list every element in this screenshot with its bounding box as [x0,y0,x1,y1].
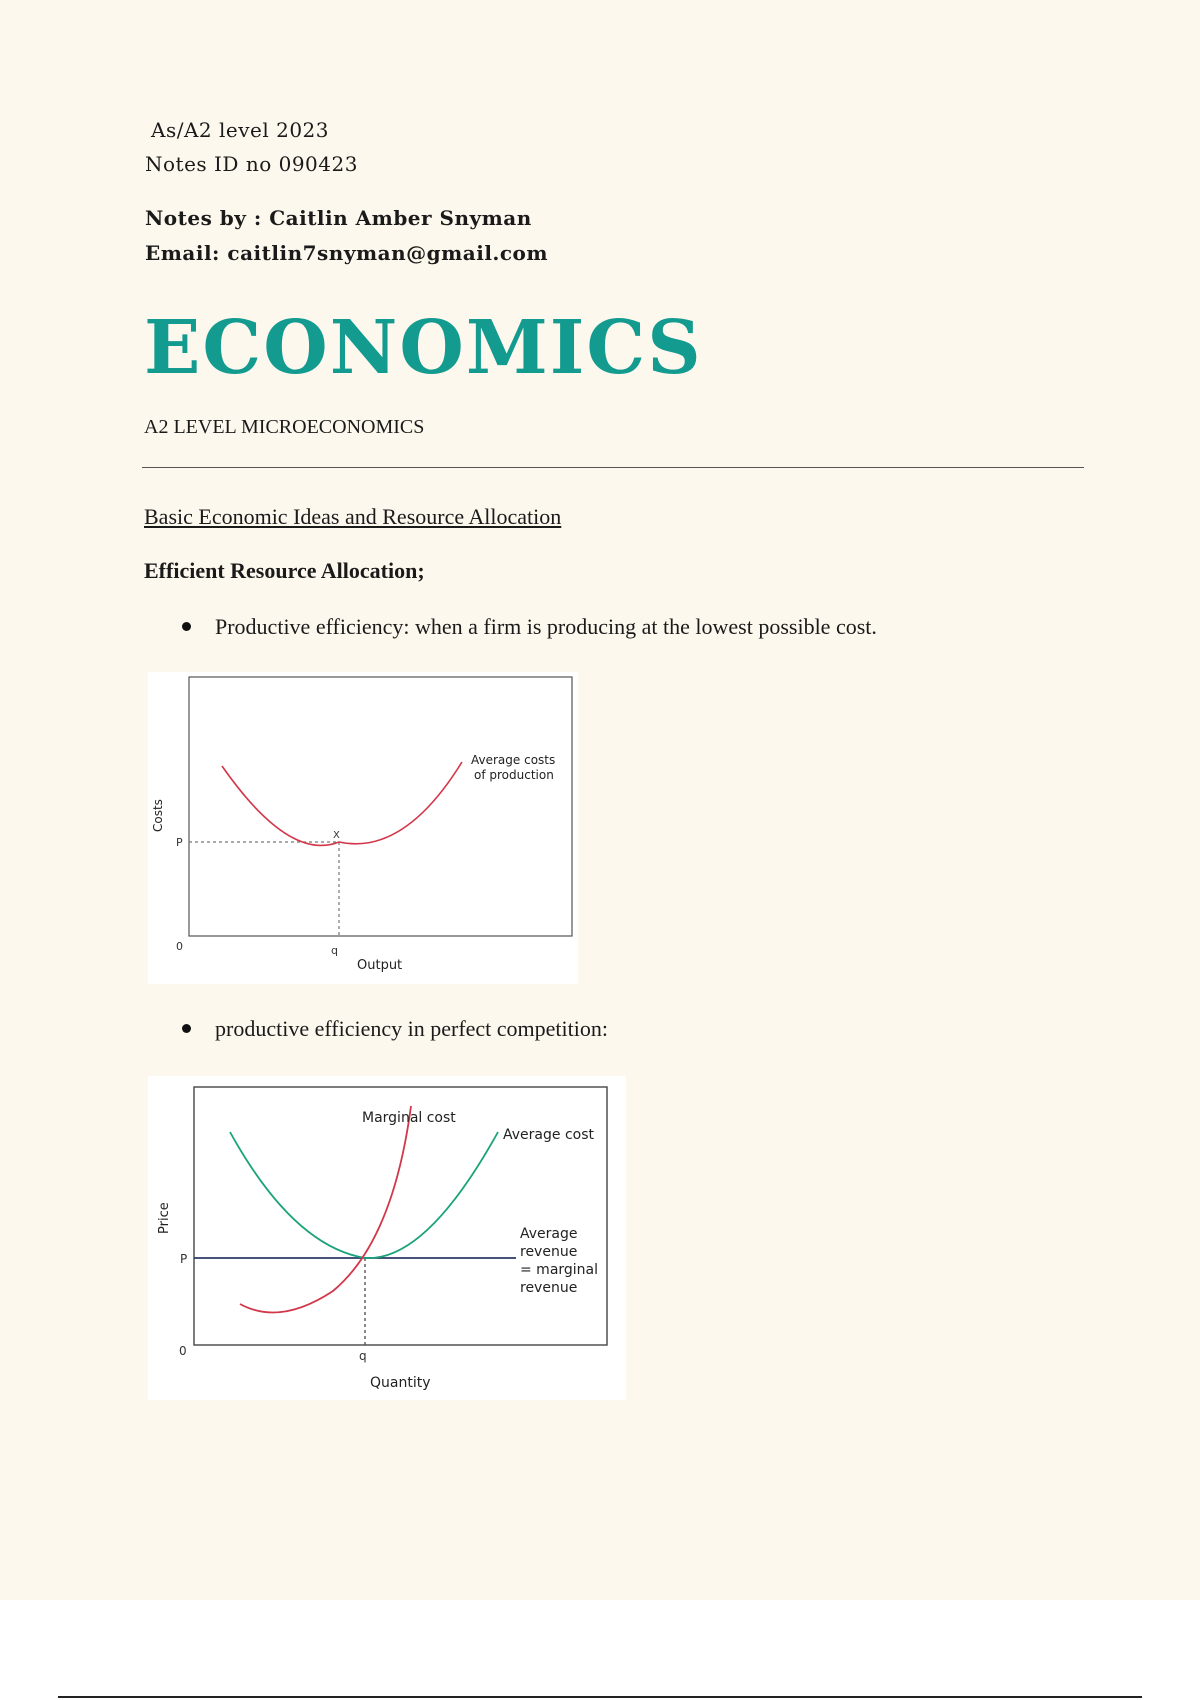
chart-2-y-tick: P [180,1252,188,1266]
chart-1-point-label: X [333,830,340,841]
page-title: ECONOMICS [144,305,703,391]
chart-1-series-label-line2: of production [474,768,554,782]
bullet-text: productive efficiency in perfect competition: [215,1016,608,1041]
chart-1-x-label: Output [357,958,403,973]
chart-2-mc-label: Marginal cost [362,1110,456,1126]
chart-2-y-label: Price [157,1202,172,1234]
chart-1-y-label: Costs [151,799,165,832]
bullet-item [182,614,877,640]
page-subtitle: A2 LEVEL MICROECONOMICS [144,416,425,438]
section-heading: Efficient Resource Allocation; [144,558,425,583]
level-text: As/A2 level 2023 [151,118,329,142]
chart-2-ar-label-line4: revenue [520,1280,578,1296]
chart-2-x-tick: q [359,1349,367,1363]
section-link[interactable]: Basic Economic Ideas and Resource Allocation [144,504,562,529]
divider [142,467,1084,468]
page-bottom-rule [58,1696,1142,1698]
figure-perfect-competition [148,1076,626,1400]
chart-1-series-label-line1: Average costs [471,753,556,767]
author-text: Notes by : Caitlin Amber Snyman [145,206,532,230]
chart-1-frame [189,677,572,936]
chart-2-ac-label: Average cost [503,1127,594,1143]
bullet-text: Productive efficiency: when a firm is producing at the lowest possible cost. [215,614,877,639]
figure-average-cost [148,672,578,984]
bullet-dot-icon [182,1024,191,1033]
chart-1-svg [148,672,578,984]
chart-2-svg [148,1076,626,1400]
chart-2-origin-tick: 0 [179,1344,187,1358]
chart-2-ar-label-line1: Average [520,1226,578,1242]
chart-2-ar-label-line3: = marginal [520,1262,599,1278]
chart-1-origin-tick: 0 [176,940,183,953]
chart-2-ar-label-line2: revenue [520,1244,578,1260]
chart-1-x-tick: q [331,944,338,957]
chart-1-average-cost-curve [222,762,462,845]
chart-2-marginal-cost-curve [240,1106,411,1312]
email-text: Email: caitlin7snyman@gmail.com [145,241,549,265]
chart-2-average-cost-curve [230,1132,498,1258]
bullet-item [182,1016,608,1042]
chart-2-x-label: Quantity [370,1375,431,1391]
notes-id-text: Notes ID no 090423 [145,152,358,176]
bullet-dot-icon [182,622,191,631]
chart-1-y-tick: P [176,836,183,849]
